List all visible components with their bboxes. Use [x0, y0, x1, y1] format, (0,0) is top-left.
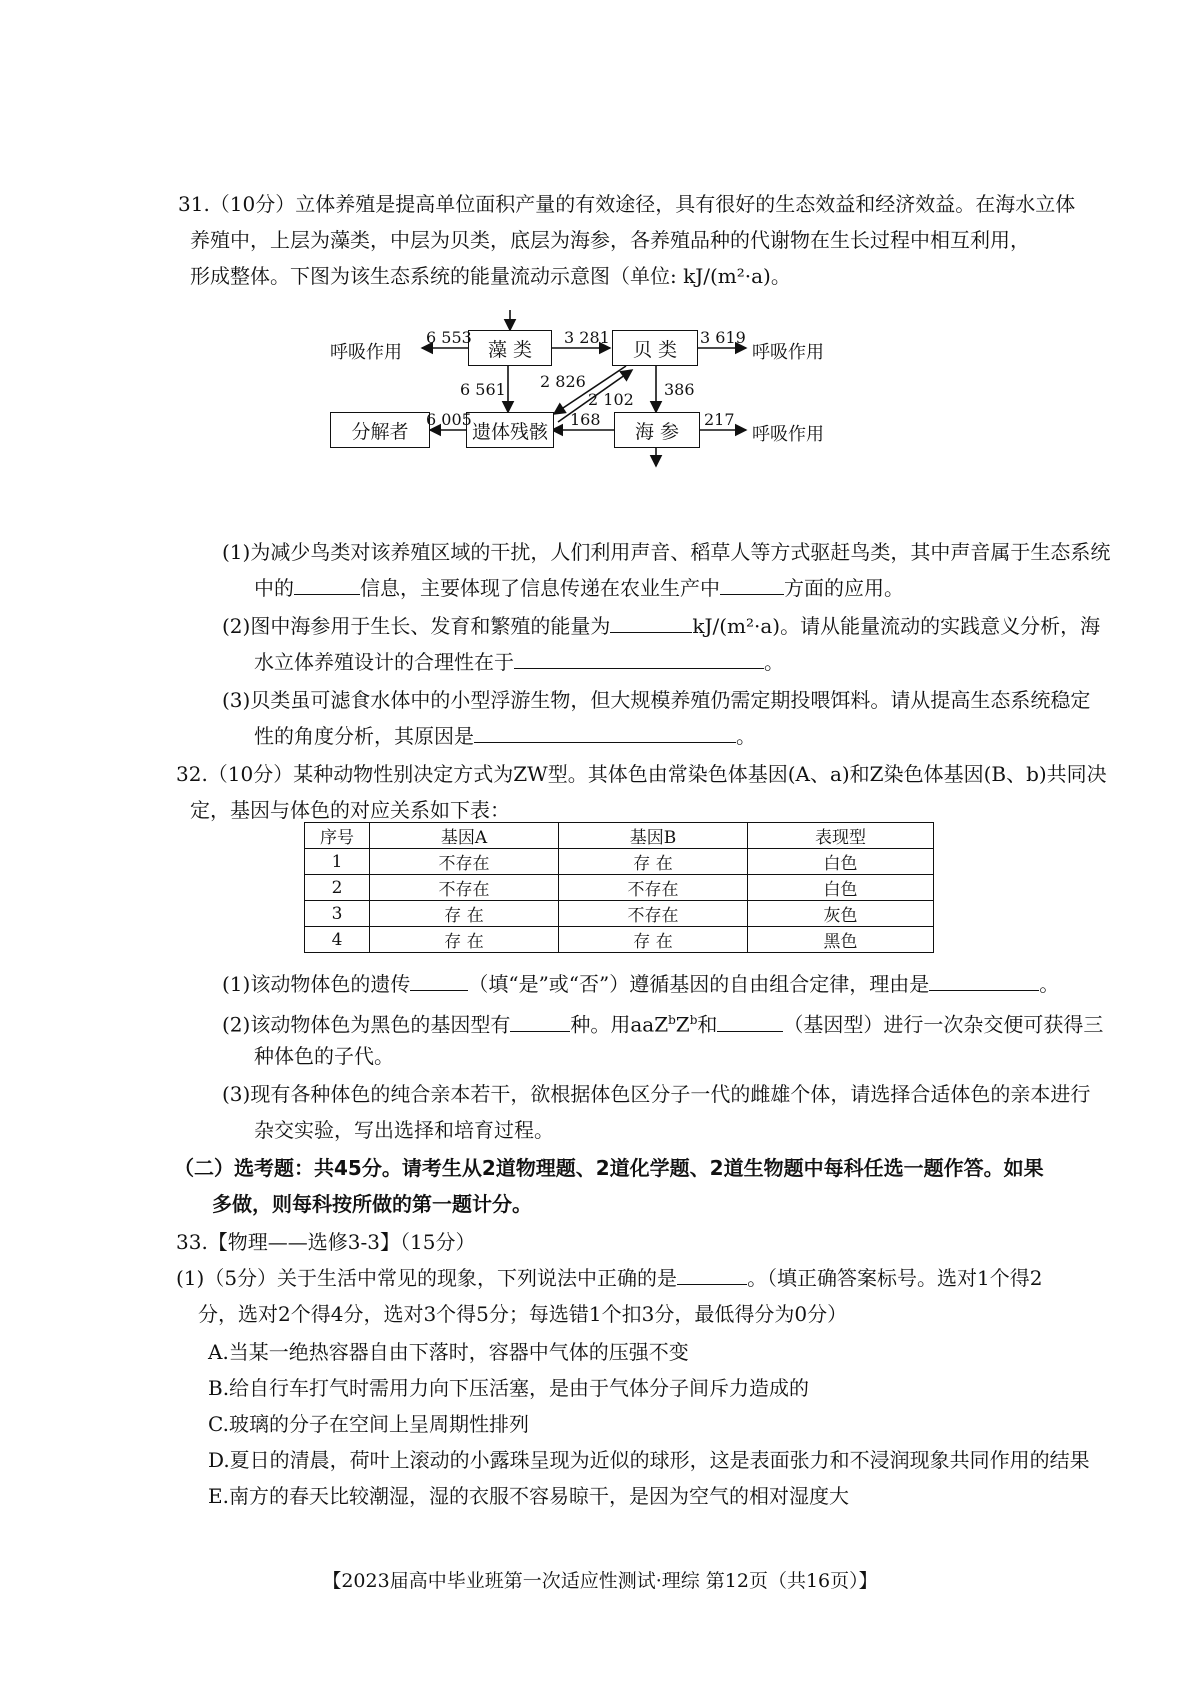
label-2102: 2 102: [588, 390, 634, 409]
energy-flow-diagram: [330, 310, 920, 510]
table-row: [305, 875, 934, 901]
label-6561: 6 561: [460, 380, 506, 399]
q31-sub1-line2: [254, 574, 904, 602]
superscript: b: [689, 1013, 698, 1027]
q31-sub2-line2: [254, 648, 784, 676]
q31-sub2b-text-post: 。: [764, 650, 784, 674]
q33-sub1-line2: 分，选对2个得4分，选对3个得5分；每选错1个扣3分，最低得分为0分）: [198, 1302, 848, 1326]
section2-line1: （二）选考题：共45分。请考生从2道物理题、2道化学题、2道生物题中每科任选一题作答。如果: [174, 1156, 1044, 1180]
table-header-row: [305, 823, 934, 849]
q32-sub3-line1: (3)现有各种体色的纯合亲本若干，欲根据体色区分子一代的雌雄个体，请选择合适体色的亲本进行: [222, 1082, 1091, 1106]
node-algae: 藻 类: [468, 330, 552, 366]
table-cell: 4: [305, 927, 370, 953]
label-386: 386: [664, 380, 695, 399]
label-6553: 6 553: [426, 328, 472, 347]
label-resp-left: 呼吸作用: [330, 342, 402, 363]
q32-line1: 32.（10分）某种动物性别决定方式为ZW型。其体色由常染色体基因(A、a)和Z染色体基因(B、b)共同决: [176, 762, 1107, 786]
q31-sub2b-text-pre: 水立体养殖设计的合理性在于: [254, 650, 514, 674]
q33-option-b: B.给自行车打气时需用力向下压活塞，是由于气体分子间斥力造成的: [208, 1376, 810, 1400]
q32-sub2-text-post: （基因型）进行一次杂交便可获得三: [783, 1012, 1104, 1037]
q32-sub1: [222, 970, 1059, 998]
q31-sub1-text-post: 方面的应用。: [784, 576, 904, 600]
q33-sub1-line1: [176, 1264, 1043, 1292]
q31-sub3-line2: [254, 722, 756, 750]
table-cell: 3: [305, 901, 370, 927]
answer-blank[interactable]: [677, 1264, 747, 1285]
table-cell: 灰色: [748, 901, 934, 927]
node-shellfish: 贝 类: [612, 330, 698, 366]
label-2826: 2 826: [540, 372, 586, 391]
q33-title: 33.【物理——选修3-3】（15分）: [176, 1230, 476, 1254]
q33-sub1-text-pre: (1)（5分）关于生活中常见的现象，下列说法中正确的是: [176, 1266, 678, 1290]
answer-blank[interactable]: [514, 648, 764, 669]
table-row: [305, 927, 934, 953]
table-header: 基因A: [370, 823, 559, 849]
table-cell: 存 在: [370, 927, 559, 953]
table-cell: 存 在: [559, 849, 748, 875]
label-resp-bottom: 呼吸作用: [752, 424, 824, 445]
q32-line2: 定，基因与体色的对应关系如下表：: [190, 798, 510, 822]
page-footer: 【2023届高中毕业班第一次适应性测试·理综 第12页（共16页）】: [322, 1570, 878, 1592]
superscript: b: [668, 1013, 676, 1027]
q32-sub2-text-mid3: 和: [697, 1012, 718, 1037]
q31-sub3-line1: (3)贝类虽可滤食水体中的小型浮游生物，但大规模养殖仍需定期投喂饵料。请从提高生态系统稳定: [222, 688, 1091, 712]
q33-sub1-text-post: 。（填正确答案标号。选对1个得2: [747, 1266, 1043, 1290]
label-3619: 3 619: [700, 328, 746, 347]
section2-line2: 多做，则每科按所做的第一题计分。: [212, 1192, 532, 1216]
q32-sub2-text-mid2: Z: [675, 1012, 690, 1037]
q33-option-e: E.南方的春天比较潮湿，湿的衣服不容易晾干，是因为空气的相对湿度大: [208, 1484, 849, 1508]
q33-option-d: D.夏日的清晨，荷叶上滚动的小露珠呈现为近似的球形，这是表面张力和不浸润现象共同作用的结果: [208, 1448, 1090, 1472]
table-cell: 1: [305, 849, 370, 875]
q32-sub1-text-mid: （填“是”或“否”）遵循基因的自由组合定律，理由是: [468, 972, 930, 996]
q31-sub3-text-post: 。: [736, 724, 756, 748]
node-remains: 遗体残骸: [466, 412, 554, 448]
gene-table: [304, 822, 934, 953]
table-cell: 不存在: [370, 849, 559, 875]
label-3281: 3 281: [564, 328, 610, 347]
table-cell: 白色: [748, 849, 934, 875]
table-cell: 不存在: [370, 875, 559, 901]
answer-blank[interactable]: [474, 722, 736, 743]
q33-option-c: C.玻璃的分子在空间上呈周期性排列: [208, 1412, 529, 1436]
answer-blank[interactable]: [294, 574, 360, 595]
q32-sub2-line2: 种体色的子代。: [254, 1044, 394, 1068]
q32-sub2-text-mid1: 种。用aaZ: [570, 1012, 669, 1037]
q31-sub1-line1: (1)为减少鸟类对该养殖区域的干扰，人们利用声音、稻草人等方式驱赶鸟类，其中声音属于生态系统: [222, 540, 1111, 564]
label-resp-right: 呼吸作用: [752, 342, 824, 363]
answer-blank[interactable]: [717, 1011, 783, 1032]
answer-blank[interactable]: [610, 612, 692, 633]
table-header: 序号: [305, 823, 370, 849]
q31-sub1-text-mid: 信息，主要体现了信息传递在农业生产中: [360, 576, 720, 600]
answer-blank[interactable]: [720, 574, 784, 595]
table-cell: 白色: [748, 875, 934, 901]
table-header: 表现型: [748, 823, 934, 849]
table-cell: 不存在: [559, 875, 748, 901]
table-cell: 存 在: [559, 927, 748, 953]
table-cell: 2: [305, 875, 370, 901]
table-header: 基因B: [559, 823, 748, 849]
table-cell: 不存在: [559, 901, 748, 927]
table-cell: 存 在: [370, 901, 559, 927]
label-217: 217: [704, 410, 735, 429]
q31-sub2-text-pre: (2)图中海参用于生长、发育和繁殖的能量为: [222, 614, 611, 638]
q32-sub2-line1: [222, 1006, 1103, 1039]
q31-sub2-line1: [222, 612, 1100, 640]
answer-blank[interactable]: [510, 1011, 570, 1032]
node-sea-cucumber: 海 参: [614, 412, 700, 448]
label-168: 168: [570, 410, 601, 429]
table-cell: 黑色: [748, 927, 934, 953]
q31-line1: 31.（10分）立体养殖是提高单位面积产量的有效途径，具有很好的生态效益和经济效益。在海水立体: [178, 192, 1076, 216]
answer-blank[interactable]: [410, 970, 468, 991]
q31-sub2-text-post: kJ/(m²·a)。请从能量流动的实践意义分析，海: [692, 614, 1101, 638]
q32-sub1-text-post: 。: [1039, 972, 1060, 996]
q31-sub1-text-pre: 中的: [254, 576, 294, 600]
q33-option-a: A.当某一绝热容器自由下落时，容器中气体的压强不变: [208, 1340, 689, 1364]
q31-line3: 形成整体。下图为该生态系统的能量流动示意图（单位: kJ/(m²·a)。: [190, 264, 791, 288]
label-6005: 6 005: [426, 410, 472, 429]
table-row: [305, 849, 934, 875]
q32-sub3-line2: 杂交实验，写出选择和培育过程。: [254, 1118, 554, 1142]
answer-blank[interactable]: [929, 970, 1039, 991]
q32-sub1-text-pre: (1)该动物体色的遗传: [222, 972, 411, 996]
table-row: [305, 901, 934, 927]
node-decomposer: 分解者: [330, 412, 430, 448]
q32-sub2-text-pre: (2)该动物体色为黑色的基因型有: [222, 1012, 511, 1037]
q31-sub3-text-pre: 性的角度分析，其原因是: [254, 724, 474, 748]
q31-line2: 养殖中，上层为藻类，中层为贝类，底层为海参，各养殖品种的代谢物在生长过程中相互利用，: [190, 228, 1030, 252]
